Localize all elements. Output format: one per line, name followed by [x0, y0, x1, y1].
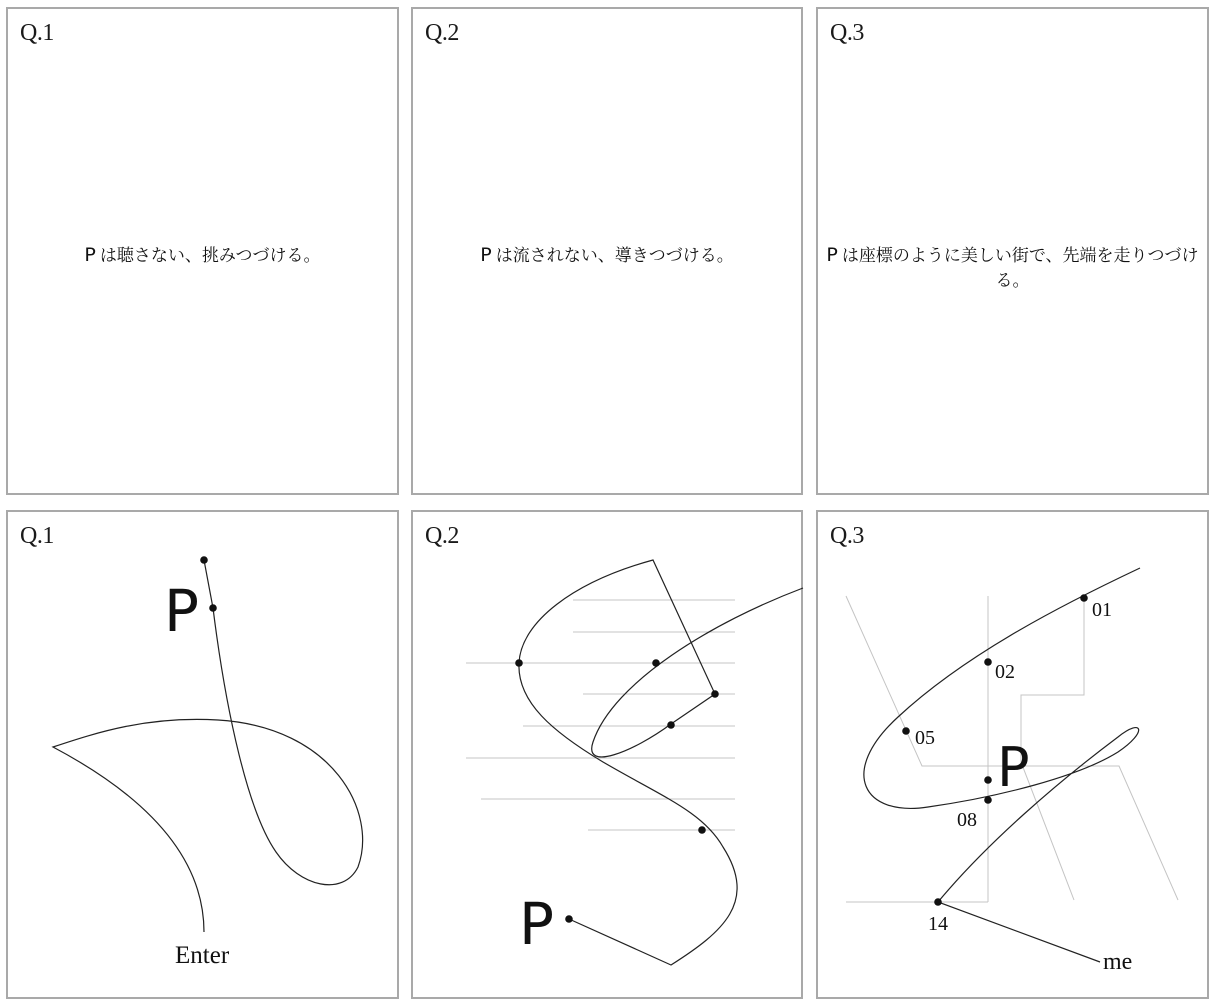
loop-curve — [53, 560, 363, 932]
curve-drawing — [8, 512, 401, 1001]
point-dot — [515, 659, 523, 667]
panel-q1-top — [6, 7, 399, 495]
panel-q2-top — [411, 7, 803, 495]
zigzag-curve — [519, 560, 803, 965]
panel-q2-bottom — [411, 510, 803, 999]
caption-text: は流されない、導きつづける。 — [495, 246, 734, 266]
caption-p: P — [826, 244, 838, 266]
letter-p: P — [997, 736, 1030, 799]
point-dot — [698, 826, 706, 834]
point-label-08: 08 — [957, 809, 977, 831]
point-dot — [652, 659, 660, 667]
point-label-14: 14 — [928, 913, 948, 935]
letter-p: P — [519, 890, 554, 958]
point-dot — [984, 776, 992, 784]
point-dot — [711, 690, 719, 698]
caption — [413, 241, 801, 266]
point-dot — [200, 556, 208, 564]
curve-drawing — [413, 512, 805, 1001]
question-label: Q.1 — [20, 523, 54, 549]
me-label: me — [1103, 949, 1133, 975]
caption — [8, 241, 397, 266]
caption-text: は座標のように美しい街で、先端を走りつづける。 — [841, 246, 1199, 291]
point-dot — [984, 658, 992, 666]
question-label: Q.3 — [830, 523, 864, 549]
point-dot — [1080, 594, 1088, 602]
caption-p: P — [480, 244, 492, 266]
point-label-05: 05 — [915, 727, 935, 749]
caption-text: は聴さない、挑みつづける。 — [99, 246, 321, 266]
caption — [818, 241, 1207, 291]
question-label: Q.3 — [830, 20, 864, 46]
point-label-02: 02 — [995, 661, 1015, 683]
point-dot — [984, 796, 992, 804]
point-label-01: 01 — [1092, 599, 1112, 621]
panel-q3-top — [816, 7, 1209, 495]
question-label: Q.1 — [20, 20, 54, 46]
street-line — [1021, 598, 1084, 900]
panel-q1-bottom — [6, 510, 399, 999]
question-label: Q.2 — [425, 523, 459, 549]
point-dot — [209, 604, 217, 612]
panel-q3-bottom — [816, 510, 1209, 999]
curve-drawing — [818, 512, 1211, 1001]
point-dot — [934, 898, 942, 906]
point-dot — [902, 727, 910, 735]
point-dot — [667, 721, 675, 729]
enter-label: Enter — [175, 942, 230, 969]
question-label: Q.2 — [425, 20, 459, 46]
letter-p: P — [164, 577, 199, 645]
caption-p: P — [84, 244, 96, 266]
point-dot — [565, 915, 573, 923]
